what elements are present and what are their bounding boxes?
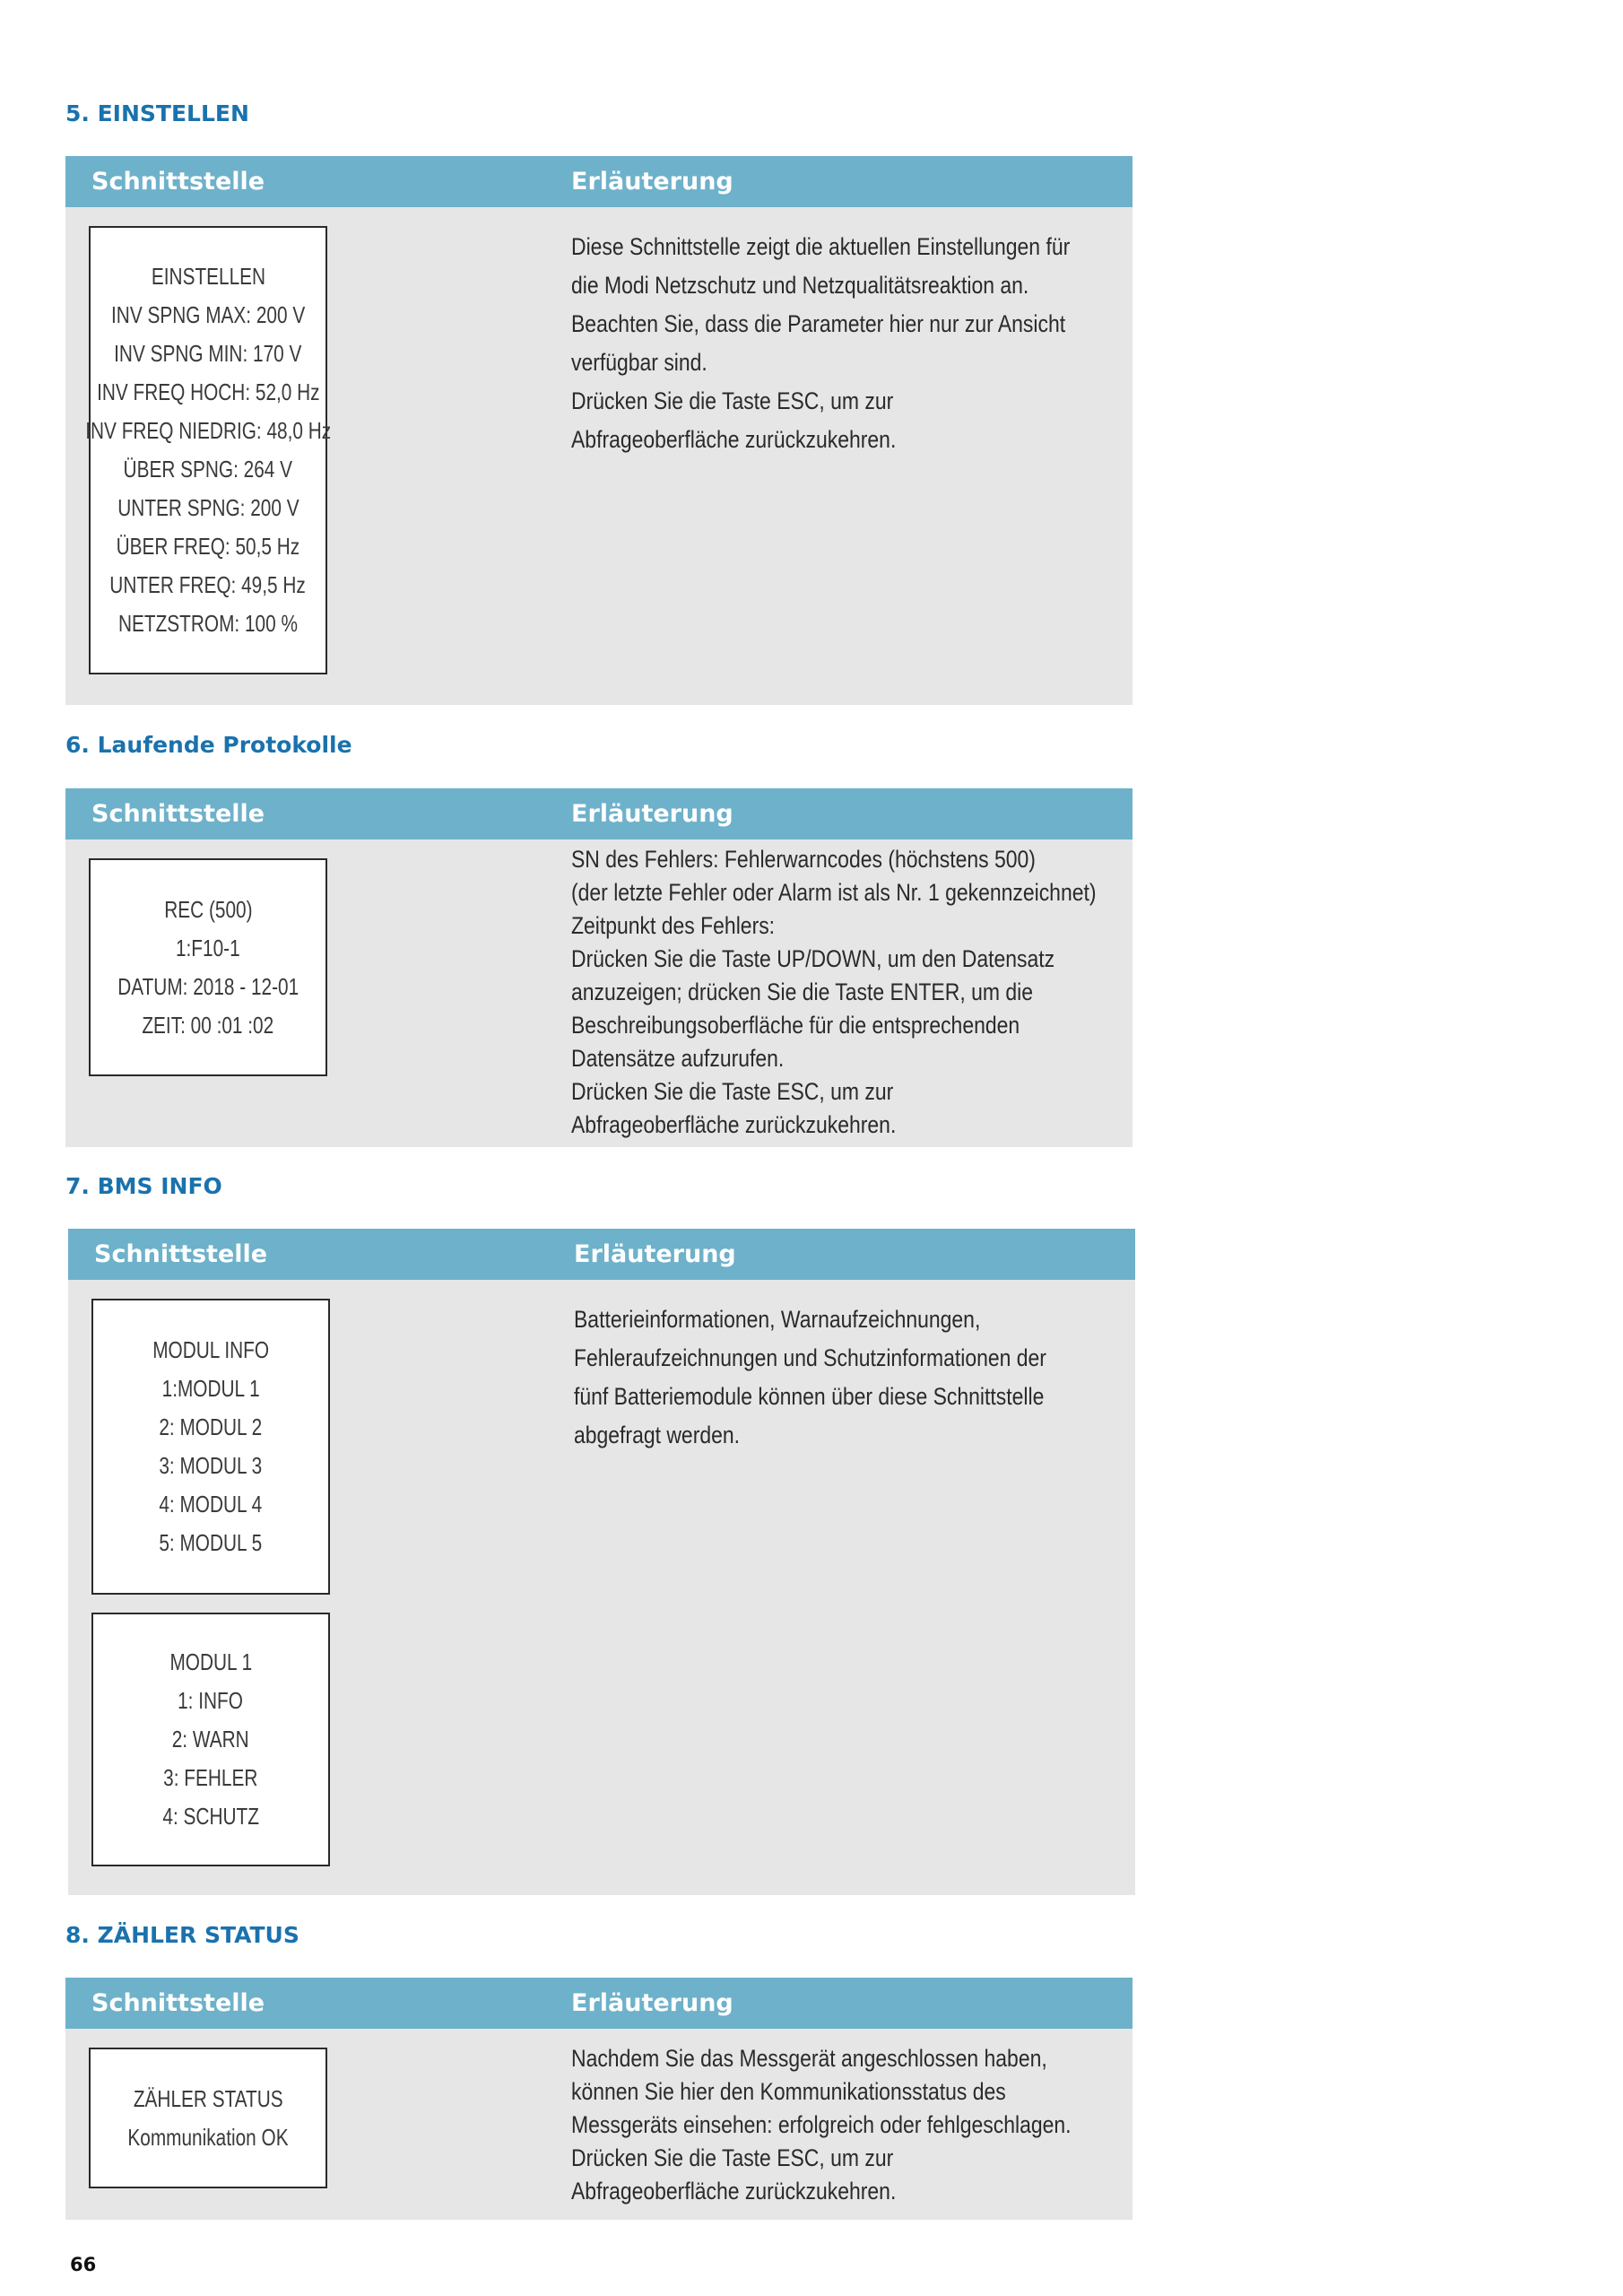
screen-line: ZÄHLER STATUS (133, 2084, 283, 2112)
section-table-einstellen (65, 156, 1133, 705)
explanation-line: Fehleraufzeichnungen und Schutzinformationen der (574, 1344, 1046, 1371)
table-header (65, 788, 1133, 839)
table-header (68, 1229, 1135, 1280)
explanation-line: Messgeräts einsehen: erfolgreich oder fehlgeschlagen. (571, 2111, 1072, 2138)
screen-line: 5: MODUL 5 (159, 1529, 263, 1556)
screen-line: MODUL INFO (152, 1336, 269, 1363)
explanation-text (571, 2042, 1145, 2208)
page-number: 66 (70, 2254, 97, 2275)
screen-line: MODUL 1 (169, 1648, 252, 1675)
explanation-line: Drücken Sie die Taste ESC, um zur (571, 387, 894, 414)
header-erlaeuterung: Erläuterung (571, 800, 733, 828)
section-title-bms-info: 7. BMS INFO (65, 1173, 222, 1199)
screen-line: 1:F10-1 (176, 934, 240, 961)
display-screen-modul-1 (91, 1613, 330, 1866)
screen-line: 1:MODUL 1 (161, 1375, 260, 1402)
explanation-line: Datensätze aufzurufen. (571, 1045, 785, 1072)
table-header (65, 156, 1133, 207)
explanation-line: die Modi Netzschutz und Netzqualitätsreaktion an. (571, 272, 1029, 299)
explanation-line: Abfrageoberfläche zurückzukehren. (571, 2178, 897, 2205)
screen-line: 3: FEHLER (163, 1764, 258, 1791)
explanation-line: Drücken Sie die Taste UP/DOWN, um den Datensatz (571, 945, 1055, 972)
explanation-line: Beschreibungsoberfläche für die entsprechenden (571, 1012, 1020, 1039)
explanation-line: Beachten Sie, dass die Parameter hier nur zur Ansicht (571, 310, 1066, 337)
explanation-line: Abfrageoberfläche zurückzukehren. (571, 1111, 897, 1138)
screen-line: Kommunikation OK (127, 2123, 289, 2151)
screen-line: INV SPNG MAX: 200 V (110, 301, 306, 328)
display-screen (89, 2048, 327, 2188)
table-header (65, 1978, 1133, 2029)
screen-line: 2: MODUL 2 (159, 1413, 263, 1440)
explanation-text (571, 228, 1145, 459)
screen-line: ÜBER SPNG: 264 V (123, 456, 293, 483)
explanation-line: können Sie hier den Kommunikationsstatus des (571, 2078, 1006, 2105)
display-screen (89, 858, 327, 1076)
section-title-laufende-protokolle: 6. Laufende Protokolle (65, 732, 352, 758)
explanation-line: Nachdem Sie das Messgerät angeschlossen haben, (571, 2045, 1047, 2072)
explanation-line: Drücken Sie die Taste ESC, um zur (571, 2144, 894, 2171)
explanation-line: fünf Batteriemodule können über diese Schnittstelle (574, 1383, 1045, 1410)
screen-line: 4: MODUL 4 (159, 1491, 263, 1518)
display-screen (85, 226, 331, 674)
screen-line: NETZSTROM: 100 % (118, 610, 298, 637)
screen-line: REC (500) (163, 895, 253, 923)
explanation-text (574, 1300, 1148, 1455)
explanation-line: SN des Fehlers: Fehlerwarncodes (höchstens 500) (571, 846, 1036, 873)
section-title-einstellen: 5. EINSTELLEN (65, 100, 249, 126)
explanation-line: Drücken Sie die Taste ESC, um zur (571, 1078, 894, 1105)
screen-line: ZEIT: 00 :01 :02 (142, 1011, 274, 1039)
explanation-line: anzuzeigen; drücken Sie die Taste ENTER, um die (571, 978, 1033, 1005)
screen-line: 3: MODUL 3 (159, 1452, 263, 1479)
explanation-line: (der letzte Fehler oder Alarm ist als Nr. 1 gekennzeichnet) (571, 879, 1097, 906)
screen-line: EINSTELLEN (151, 263, 265, 290)
header-erlaeuterung: Erläuterung (574, 1240, 736, 1268)
section-title-zaehler-status: 8. ZÄHLER STATUS (65, 1922, 299, 1948)
screen-line: INV FREQ NIEDRIG: 48,0 Hz (85, 417, 331, 444)
screen-line: INV FREQ HOCH: 52,0 Hz (96, 378, 320, 405)
explanation-line: Abfrageoberfläche zurückzukehren. (571, 426, 897, 453)
header-erlaeuterung: Erläuterung (571, 168, 733, 196)
explanation-line: Batterieinformationen, Warnaufzeichnungen, (574, 1306, 981, 1333)
screen-line: 1: INFO (178, 1687, 244, 1714)
header-schnittstelle: Schnittstelle (91, 800, 265, 828)
section-table-protokolle (65, 788, 1133, 1147)
header-schnittstelle: Schnittstelle (94, 1240, 268, 1268)
explanation-line: abgefragt werden. (574, 1422, 741, 1448)
section-table-bms-info (68, 1229, 1135, 1895)
display-screen-modul-info (91, 1299, 330, 1595)
screen-line: 2: WARN (172, 1726, 249, 1752)
explanation-text (571, 843, 1145, 1142)
header-schnittstelle: Schnittstelle (91, 168, 265, 196)
screen-line: DATUM: 2018 - 12-01 (117, 972, 299, 1000)
screen-line: UNTER SPNG: 200 V (117, 494, 299, 521)
screen-line: UNTER FREQ: 49,5 Hz (109, 571, 307, 598)
screen-line: ÜBER FREQ: 50,5 Hz (116, 533, 300, 560)
explanation-line: Zeitpunkt des Fehlers: (571, 912, 776, 939)
explanation-line: Diese Schnittstelle zeigt die aktuellen Einstellungen für (571, 233, 1071, 260)
screen-line: 4: SCHUTZ (162, 1803, 259, 1830)
screen-line: INV SPNG MIN: 170 V (114, 340, 302, 367)
header-schnittstelle: Schnittstelle (91, 1989, 265, 2017)
explanation-line: verfügbar sind. (571, 349, 707, 376)
header-erlaeuterung: Erläuterung (571, 1989, 733, 2017)
section-table-zaehler-status (65, 1978, 1133, 2220)
